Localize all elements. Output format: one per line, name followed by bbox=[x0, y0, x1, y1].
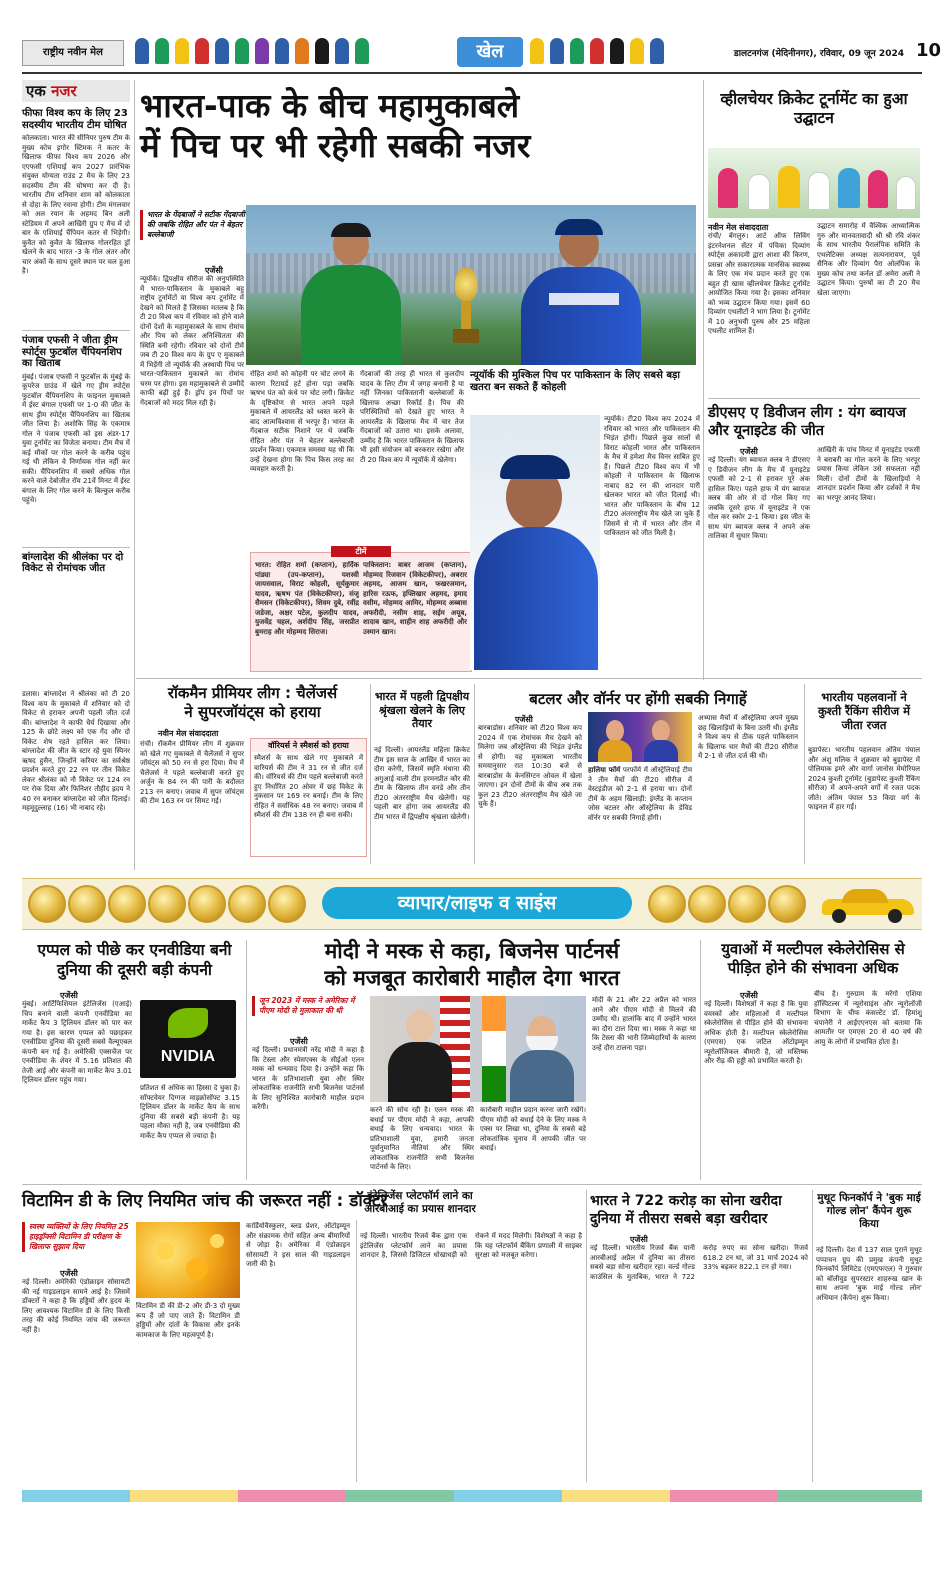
modi-headline-line2: को मजबूत कारोबारी माहौल देगा भारत bbox=[324, 966, 620, 990]
vitamin-photo bbox=[136, 1222, 240, 1298]
coin-icon bbox=[768, 885, 806, 923]
player-rohit bbox=[521, 223, 641, 365]
player-strip-left bbox=[132, 38, 452, 68]
rockman-headline-line2: ने सुपरजॉयंट्स को हराया bbox=[184, 703, 321, 721]
wheelchair-body-col1: रांची/ बेंगलुरु। आर्ट ऑफ लिविंग इंटरनेशनल सेंटर में पंचिका दिव्यांग स्पोर्ट्स अकादमी द्वारा आशा की किरण, प्रसन्ना और सकारात्मक मानसिक स्वास्थ्य के लिए एक मंच प्रदान करते हुए एक बहुत ही खास व्हीलचेयर क्रिकेट टूर्नामेंट आयोजित किया गया है। इसका शनिवार को भव्य उद्घाटन किया गया। इसमें 60 दिव्यांग एथलीटों ने भाग लिया है। टूर्नामेंट में 10 अनुभवी पुरुष और 25 महिला एथलीट शामिल हैं। bbox=[708, 232, 810, 335]
modi-body-col3: कारोबारी माहौल प्रदान करना जारी रखेंगे। पीएम मोदी को बधाई देने के लिए मस्क ने एक्स पर लिखा था, दुनिया के सबसे बड़े लोकतांत्रिक चुनाव में आपकी जीत पर बधाई। bbox=[480, 1106, 586, 1152]
modi-body-col4: मोदी के 21 और 22 अप्रैल को भारत आने और पीएम मोदी से मिलने की उम्मीद थी। हालांकि बाद में उन्होंने भारत का दौरा टाल दिया था। मस्क ने कहा था कि टेस्ला की भारी जिम्मेदारियों के कारण उन्हें दौरा टालना पड़ा। bbox=[592, 996, 696, 1052]
buttler-agency: एजेंसी bbox=[515, 715, 533, 724]
buttler-photo-caption: हालिया फॉर्म bbox=[588, 766, 621, 774]
coin-icon bbox=[148, 885, 186, 923]
kohli-photo bbox=[470, 415, 600, 670]
india-flag bbox=[482, 996, 506, 1102]
modi-kicker: जून 2023 में मस्क ने अमेरिका में पीएम मोदी से मुलाकात की थी bbox=[252, 996, 367, 1016]
business-band bbox=[22, 878, 922, 930]
masthead bbox=[22, 34, 942, 74]
buttler-body-col2 bbox=[588, 766, 692, 858]
rockman-headline-line1: रॉकमैन प्रीमियर लीग : चैलेंजर्स bbox=[167, 684, 338, 702]
buttler-body-col3: अभ्यास मैचों में ऑस्ट्रेलिया अपने मुख्य छह खिलाड़ियों के बिना उतरी थी। इंग्लैंड ने विश्व कप से ठीक पहले पाकिस्तान के खिलाफ चार मैचों की टी20 सीरीज में 2-1 से जीत दर्ज की थी। bbox=[698, 714, 798, 760]
kohli-body: न्यूयॉर्क। टी20 विश्व कप 2024 में रविवार को भारत और पाकिस्तान की भिड़ंत होगी। पिछले कुछ सालों से विराट कोहली भारत और पाकिस्तान के मैच में हमेशा मैच विनर साबित हुए हैं। पिछले टी20 विश्व कप में भी कोहली ने पाकिस्तान के खिलाफ नाबाद 82 रन की शानदार पारी खेलकर भारत को जीत दिलाई थी। भारत और पाकिस्तान के बीच 12 टी20 अंतरराष्ट्रीय मैच खेले जा चुके हैं जिसमें से नौ में भारत और तीन में पाकिस्तान को जीत मिली है। bbox=[604, 415, 700, 537]
teams-india: भारत: रोहित शर्मा (कप्तान), हार्दिक पांड्या (उप-कप्तान), यशस्वी जायसवाल, विराट कोहली, सूर्यकुमार यादव, ऋषभ पंत (विकेटकीपर), संजू सैमसन (विकेटकीपर), शिवम दुबे, रवींद्र जडेजा, अक्षर पटेल, कुलदीप यादव, युजवेंद्र चहल, अर्शदीप सिंह, जसप्रीत बुमराह और मोहम्मद सिराज। bbox=[255, 561, 359, 636]
column-rule bbox=[134, 80, 135, 870]
kohli-headline: न्यूयॉर्क की मुश्किल पिच पर पाकिस्तान के लिए सबसे बड़ा खतरा बन सकते हैं कोहली bbox=[470, 370, 680, 393]
coin-icon bbox=[188, 885, 226, 923]
vitamin-headline: विटामिन डी के लिए नियमित जांच की जरूरत नहीं : डॉक्टर bbox=[22, 1191, 388, 1211]
nvidia-agency: एजेंसी bbox=[60, 991, 78, 1000]
coin-icon bbox=[108, 885, 146, 923]
trophy-icon bbox=[451, 267, 481, 347]
lead-body-col1: न्यूयॉर्क। द्विपक्षीय सीरीज की अनुपस्थिति में भारत-पाकिस्तान के मुकाबले बहु राष्ट्रीय टूर्नामेंटों या विश्व कप टूर्नामेंट में देखने को मिलते हैं जिसका मतलब है कि टी 20 विश्व कप में रविवार को होने वाले दोनों देशों के महामुकाबले के साथ रोमांच और पिच को लेकर अनिश्चितता की स्थिति बनी रहेगी। रविवार को दोनों टीमें जब टी 20 विश्व कप के ग्रुप ए मुकाबले में भिड़ेंगी तो न्यूयॉर्क की अस्थायी पिच पर भारत-पाकिस्तान मुकाबले का रोमांच चरम पर होगा। इस महामुकाबले से उम्मीदें काफी बढ़ी हुई हैं। ड्रॉप इन पिचों पर गेंदबाजों को मदद मिल रही है। bbox=[140, 275, 244, 407]
vitamin-body-col2: विटामिन डी की डी-2 और डी-3 दो मुख्य रूप हैं जो पाए जाते हैं। विटामिन डी हड्डियों और दांतों के विकास और इनके कामकाज के लिए महत्वपूर्ण है। bbox=[136, 1302, 240, 1339]
lead-photo-captains bbox=[246, 205, 696, 365]
vitamin-agency: एजेंसी bbox=[60, 1269, 78, 1278]
rockman-sub-body: स्मैशर्स के साथ खेले गए मुकाबले में वारियर्स की टीम ने 31 रन से जीत दर्ज की। वॉरियर्स की टीम पहले बल्लेबाजी करते हुए निर्धारित 20 ओवर में छह विकेट के नुकसान पर 169 रन बनाई। टीम के लिए रोहित ने सर्वाधिक 48 रन बनाए। जवाब में स्मैशर्स की टीम 138 रन ही बना सकी। bbox=[254, 754, 363, 819]
wheelchair-byline: नवीन मेल संवाददाता bbox=[708, 223, 769, 232]
ek-nazar-item-body: डलास। बांग्लादेश ने श्रीलंका को टी 20 विश्व कप के मुकाबले में शनिवार को दो विकेट से हराकर अपनी पहली जीत दर्ज की। बांग्लादेश ने काफी धैर्य दिखाया और 125 के छोटे लक्ष्य को एक गेंद और दो विकेट शेष रहते हासिल कर लिया। बांग्लादेश की जीत के स्टार रहे युवा स्पिनर ऋषद हुसैन, जिन्होंने करियर का सर्वश्रेष्ठ प्रदर्शन करते हुए 22 रन पर तीन विकेट लेकर श्रीलंका को नौ विकेट पर 124 रन पर रोक दिया और फिनिशर तौहीद ह्रदय ने 40 रन बनाकर बांग्लादेश को जीत दिलाई। महमूदुल्लाह (16) भी नाबाद रहे। bbox=[22, 690, 130, 812]
column-rule bbox=[474, 684, 475, 864]
ek-nazar-item-body: मुंबई। पंजाब एफसी ने फुटबॉल के मुंबई के कूपरेज ग्राउंड में खेले गए ड्रीम स्पोर्ट्स फुटबॉल चैंपियनशिप के फाइनल मुकाबले में ईस्ट बंगाल एफसी पर 1-0 की जीत के साथ ड्रीम स्पोर्ट्स चैंपियनशिप का खिताब जीत लिया है। अशोकि सिंह के एकमात्र गोल ने पंजाब एफसी को इस अंडर-17 युवा टूर्नामेंट का विजेता बनाया। टीम मैच में कई मौकों पर गोल करने के करीब पहुंच गई थी लेकिन वे निर्णायक गोल नहीं कर सकी। चैंपियनशिप में सबसे अधिक गोल करने वाले देबोजीत रॉय 21वें मिनट में ईस्ट बंगाल के लिए गोल करने के बिल्कुल करीब पहुंचे। bbox=[22, 372, 130, 504]
modi-body-col1: नई दिल्ली। प्रधानमंत्री नरेंद्र मोदी ने कहा है कि टेस्ला और स्पेसएक्स के सीईओ एलन मस्क को धन्यवाद दिया है। उन्होंने कहा कि भारत के प्रतिभाशाली युवा और स्थिर लोकतांत्रिक राजनीति सभी बिजनेस पार्टनर्स के लिए सुनिश्चित कारोबारी माहौल प्रदान करेंगी। bbox=[252, 1046, 364, 1111]
rockman-byline: नवीन मेल संवाददाता bbox=[158, 729, 219, 738]
column-rule bbox=[703, 80, 704, 680]
dsa-headline: डीएसए ए डिवीजन लीग : यंग ब्वायज और यूनाइटेड की जीत bbox=[708, 405, 907, 439]
modi-body-col2: करने की सोच रही है। एलन मस्क की बधाई पर पीएम मोदी ने कहा, आपकी बधाई के लिए धन्यवाद। भारत के प्रतिभाशाली युवा, हमारी जनता पूर्वानुमानित नीतियां और स्थिर लोकतांत्रिक राजनीति सभी बिजनेस पार्टनर्स के लिए। bbox=[370, 1106, 474, 1171]
rockman-sub-headline: वॉरियर्स ने स्मैशर्स को हराया bbox=[251, 739, 366, 752]
ek-nazar-item bbox=[22, 330, 130, 541]
ms-body-col1: नई दिल्ली। विशेषज्ञों ने कहा है कि युवा वयस्कों और महिलाओं में मल्टीपल स्केलेरोसिस से पीड़ित होने की संभावना अधिक होती है। मल्टीपल स्केलेरोसिस (एमएस) एक जटिल ऑटोइम्यून न्यूरोलॉजिकल बीमारी है, जो मस्तिष्क और रीढ़ की हड्डी को प्रभावित करती है। bbox=[704, 1000, 808, 1065]
vitamin-kicker: स्वस्थ व्यक्तियों के लिए नियमित 25 हाइड्रॉक्सी विटामिन डी परीक्षण के खिलाफ सुझाव दिया bbox=[22, 1222, 137, 1252]
buttler-body-col1: बारबाडोस। शनिवार को टी20 विश्व कप 2024 में एक रोमांचक मैच देखने को मिलेगा जब ऑस्ट्रेलिया की भिड़ंत इंग्लैंड से होगी। यह मुकाबला भारतीय समयानुसार रात 10:30 बजे से बारबाडोस के केनसिंग्टन ओवल में खेला जाएगा। इन दोनों टीमों के बीच अब तक कुल 23 टी20 अंतरराष्ट्रीय मैच खेले जा चुके हैं। bbox=[478, 724, 582, 808]
section-rule bbox=[22, 1184, 922, 1185]
column-rule bbox=[804, 684, 805, 864]
column-rule bbox=[586, 1190, 587, 1482]
modi-headline bbox=[252, 938, 692, 992]
coin-icon bbox=[28, 885, 66, 923]
muthoot-headline: मुथूट फिनकॉर्प ने 'बुक माई गोल्ड लोन' कैंपेन शुरू किया bbox=[817, 1192, 921, 1230]
ek-nazar-item bbox=[22, 108, 130, 324]
ek-nazar-item-body: कोलकाता। भारत की सीनियर पुरुष टीम के मुख्य कोच इगोर स्टिमक ने कतर के खिलाफ फीफा विश्व कप 2026 और एएफसी एशियाई कप 2027 प्रारंभिक संयुक्त योग्यता राउंड 2 मैच के लिए 23 सदस्यीय टीम की घोषणा कर दी है। भारतीय टीम शनिवार शाम को कोलकाता से दोहा के लिए रवाना होगी। टीम मंगलवार को अल रयान के अहमद बिन अली स्टेडियम में अपने आखिरी ग्रुप ए मैच में दो बार के एशियाई चैंपियन कतर से भिड़ेगी। कुवैत को कुवैत के खिलाफ गोलरहित ड्रॉ खेलने के बाद भारत -3 के गोल अंतर और चार अंकों के साथ दूसरे स्थान पर चल हुआ है। bbox=[22, 134, 130, 275]
buttler-headline: बटलर और वॉर्नर पर होंगी सबकी निगाहें bbox=[529, 690, 747, 708]
ek-nazar-label-main: नजर bbox=[51, 82, 77, 100]
buttler-photo bbox=[588, 712, 692, 762]
footer-color-strip bbox=[22, 1490, 922, 1502]
ek-nazar-label-prefix: एक bbox=[26, 82, 46, 100]
business-band-title: व्यापार/लाइफ व साइंस bbox=[322, 887, 632, 919]
rockman-body: रांची। रॉकमैन प्रीमियर लीग में शुक्रवार को खेले गए मुकाबले में चैलेंजर्स ने सुपर जॉयंट्स को 50 रन से हरा दिया। मैच में चैलेंजर्स ने पहले बल्लेबाजी करते हुए अर्जुन के 84 रन की पारी के बदौलत 213 रन बनाए। जवाब में सुपर जॉयंट्स की टीम 163 रन पर सिमट गई। bbox=[140, 740, 244, 805]
ek-nazar-header bbox=[22, 80, 130, 102]
page-number: 10 bbox=[916, 40, 942, 61]
modi-musk-photo bbox=[370, 996, 586, 1102]
dsa-body-col2: आखिरी के पांच मिनट में यूनाइटेड एफसी ने बराबरी का गोल करने के लिए भरपूर प्रयास किया लेकिन उसे सफलता नहीं मिली। दोनों टीमों के खिलाड़ियों ने शानदार प्रदर्शन किया और दर्शकों ने मैच का भरपूर आनंद लिया। bbox=[817, 446, 920, 502]
vitamin-body-col3: कार्डियोवैस्कुलर, ब्लड प्रेशर, ऑटोइम्यून और संक्रामक रोगों सहित अन्य बीमारियों से जोड़ा है। अमेरिका में एंडोक्राइन सोसायटी ने इस साल की गाइडलाइन जारी की है। bbox=[246, 1222, 350, 1268]
ek-nazar-column bbox=[22, 80, 130, 670]
column-rule bbox=[812, 1190, 813, 1482]
series-body: नई दिल्ली। आयरलैंड महिला क्रिकेट टीम इस साल के आखिर में भारत का दौरा करेगी, जिसमें स्मृति मंधाना की अगुआई वाली टीम हरमनप्रीत कौर की टीम के खिलाफ तीन वनडे और तीन टी20 अंतरराष्ट्रीय मैच खेलेगी। यह पहली बार होगा जब आयरलैंड की टीम भारत में द्विपक्षीय श्रृंखला खेलेगी। bbox=[374, 746, 470, 821]
column-rule bbox=[700, 940, 701, 1180]
teams-box bbox=[250, 547, 472, 672]
wheelchair-headline: व्हीलचेयर क्रिकेट टूर्नामेंट का हुआ उद्घाटन bbox=[720, 90, 908, 127]
ek-nazar-item-title: पंजाब एफसी ने जीता ड्रीम स्पोर्ट्स फुटबॉल चैंपियनशिप का खिताब bbox=[22, 335, 122, 369]
column-rule bbox=[246, 940, 247, 1180]
ek-nazar-item-title: बांग्लादेश की श्रीलंका पर दो विकेट से रोमांचक जीत bbox=[22, 551, 124, 574]
lead-headline-line2: में पिच पर भी रहेगी सबकी नजर bbox=[140, 126, 531, 165]
dsa-agency: एजेंसी bbox=[740, 447, 758, 456]
nvidia-body-col2: प्रतिशत से अधिक का हिस्सा दे चुका है। सॉफ्टवेयर दिग्गज माइक्रोसॉफ्ट 3.15 ट्रिलियन डॉलर के मार्केट कैप के साथ दुनिया की सबसे बड़ी कंपनी है। यह पहला मौका नहीं है, जब एनवीडिया की मार्केट कैप एप्पल से ज्यादा है। bbox=[140, 1084, 240, 1140]
teams-pakistan: पाकिस्तान: बाबर आजम (कप्तान), मोहम्मद रिजवान (विकेटकीपर), अबरार अहमद, आजम खान, फखरजमान, हारिस रऊफ, इफ्तिखार अहमद, इमाद वसीम, मोहम्मद आमिर, मोहम्मद अब्बास अफरीदी, नसीम शाह, सईम अयूब, शादाब खान, शाहीन शाह अफरीदी और उस्मान खान। bbox=[363, 561, 467, 636]
dateline: डालटनगंज (मेदिनीनगर), रविवार, 09 जून 2024 bbox=[733, 49, 904, 59]
section-rule bbox=[708, 398, 920, 399]
gold-headline: भारत ने 722 करोड़ का सोना खरीदा दुनिया में तीसरा सबसे बड़ा खरीदार bbox=[590, 1193, 782, 1227]
modi-headline-line1: मोदी ने मस्क से कहा, बिजनेस पार्टनर्स bbox=[324, 939, 620, 963]
ek-nazar-item bbox=[22, 547, 130, 575]
wrestlers-headline: भारतीय पहलवानों ने कुश्ती रैंकिंग सीरीज में जीता रजत bbox=[817, 690, 911, 732]
lead-body-col2: रोहित शर्मा को कोहनी पर चोट लगने के कारण रिटायर्ड हर्ट होना पड़ा जबकि ऋषभ पंत को कंधे पर चोट लगी। क्रिकेट के दृष्टिकोण से भारत अपने पहले मुकाबले में आयरलैंड को ध्वस्त करने के बाद आत्मविश्वास से भरपूर है। भारत के गेंदबाज सटीक निशाने पर थे जबकि रोहित और पंत ने बेहतर बल्लेबाजी प्रदर्शन किया। एकमात्र समस्या यह थी कि उन्हें देखना होगा कि पिच किस तरह का व्यवहार करती है। bbox=[250, 370, 354, 473]
rbi-headline: इंटेलिजेंस प्लेटफॉर्म लाने का आरबीआई का प्रयास शानदार bbox=[364, 1190, 476, 1215]
rockman-sub-box bbox=[250, 738, 367, 857]
car-icon bbox=[822, 889, 914, 919]
modi-agency: एजेंसी bbox=[290, 1037, 308, 1046]
buttler-body-col2-text: परफॉर्म में ऑस्ट्रेलियाई टीम ने तीन मैचों की टी20 सीरीज में वेस्टइंडीज को 2-1 से हराया था। दोनों टीमें के अहम खिलाड़ी: इंग्लैंड के कप्तान जोस बटलर और ऑस्ट्रेलिया के डेविड वॉर्नर पर सबकी निगाहें होंगी। bbox=[588, 766, 692, 822]
section-banner: खेल bbox=[457, 37, 523, 67]
nvidia-body-col1: मुंबई। आर्टिफिशियल इंटेलिजेंस (एआई) चिप बनाने वाली कंपनी एनवीडिया का मार्केट कैप 3 ट्रिलियन डॉलर को पार कर गया है। इस कारण एप्पल को पछाड़कर एनवीडिया दुनिया की दूसरी सबसे वैल्यूएबल कंपनी बन गई है। अमेरिकी एक्सचेंज पर एनवीडिया के शेयर में 5.16 प्रतिशत की तेजी आई और कंपनी का मार्केट कैप 3.01 ट्रिलियन डॉलर पहुंच गया। bbox=[22, 1000, 132, 1084]
lead-headline bbox=[140, 86, 700, 166]
coin-icon bbox=[268, 885, 306, 923]
lead-agency: एजेंसी bbox=[205, 266, 223, 275]
muthoot-body: नई दिल्ली। देश में 137 साल पुराने मुथूट पप्पाचन ग्रुप की प्रमुख कंपनी मुथूट फिनकॉर्प लिमिटेड (एमएफएल) ने गुरुवार को बॉलीवुड सुपरस्टार शाहरुख खान के साथ अपना 'बुक माई गोल्ड लोन' अभियान (कैंपेन) शुरू किया। bbox=[816, 1246, 922, 1302]
gold-agency: एजेंसी bbox=[630, 1235, 648, 1244]
dsa-body-col1: नई दिल्ली। यंग ब्वायज क्लब ने डीएसए ए डिवीजन लीग के मैच में यूनाइटेड एफसी को 2-1 से हराकर पूरे अंक हासिल किए। पहले हाफ में यंग ब्वायज क्लब की ओर से दो गोल किए गए जबकि दूसरे हाफ में यूनाइटेड ने एक गोल कर स्कोर 2-1 किया। इस जीत के साथ यंग ब्वायज क्लब ने अपने अंक तालिका में सुधार किया। bbox=[708, 456, 810, 540]
wheelchair-body-col2: उद्घाटन समारोह में वैश्विक आध्यात्मिक गुरु और मानवतावादी श्री श्री रवि शंकर के साथ भारतीय पैरालंपिक समिति के एथलेटिक्स अध्यक्ष सत्यनारायण, पूर्व सैनिक और दिव्यांग पैरा ओलंपिक के मुख्य कोच तथा कर्नल डॉ अमेरा अली ने उद्घाटन किया। पुरुषों का टी 20 मैच खेला जाएगा। bbox=[817, 222, 920, 297]
coin-icon bbox=[728, 885, 766, 923]
player-babar bbox=[301, 225, 401, 365]
section-rule bbox=[136, 678, 922, 679]
coin-icon bbox=[688, 885, 726, 923]
player-strip-right bbox=[527, 38, 727, 68]
gold-body: नई दिल्ली। भारतीय रिजर्व बैंक यानी आरबीआई अप्रैल में दुनिया का तीसरा सबसे बड़ा सोना खरीदार रहा। वर्ल्ड गोल्ड काउंसिल के मुताबिक, भारत ने 722 करोड़ रुपए का सोना खरीदा। रिजर्व 618.2 टन था, जो 31 मार्च 2024 को 33% बढ़कर 822.1 टन हो गया। bbox=[590, 1244, 808, 1281]
lead-kicker: भारत के गेंदबाजों ने सटीक गेंदबाजी की जबकि रोहित और पंत ने बेहतर बल्लेबाजी bbox=[140, 210, 247, 240]
paper-logo: राष्ट्रीय नवीन मेल bbox=[22, 40, 124, 66]
ek-nazar-item-title: फीफा विश्व कप के लिए 23 सदस्यीय भारतीय टीम घोषित bbox=[22, 108, 128, 131]
nvidia-logo bbox=[140, 1000, 236, 1078]
lead-body-col3: गेंदबाजों की तरह ही भारत से कुलदीप यादव के लिए टीम में जगह बनानी है या नहीं जिनका पाकिस्तानी बल्लेबाजों के खिलाफ अच्छा रिकॉर्ड है। पिच की परिस्थितियों को देखते हुए भारत ने आयरलैंड के खिलाफ मैच में चार तेज गेंदबाजों को उतारा था। इसके अलावा, उम्मीद है कि भारत पाकिस्तान के खिलाफ भी इसी संयोजन को बरकरार रखेगा और टी 20 विश्व कप में न्यूयॉर्क में खेलेगा। bbox=[360, 370, 464, 464]
person-musk bbox=[388, 1010, 452, 1102]
ms-headline: युवाओं में मल्टीपल स्केलेरोसिस से पीड़ित होने की संभावना अधिक bbox=[721, 940, 905, 977]
teams-box-title: टीमें bbox=[331, 546, 391, 557]
rbi-body: नई दिल्ली। भारतीय रिजर्व बैंक द्वारा एक इंटेलिजेंस प्लेटफॉर्म लाने का प्रयास शानदार है, जिससे डिजिटल धोखाधड़ी को रोकने में मदद मिलेगी। विशेषज्ञों ने कहा है कि यह प्लेटफॉर्म बैंकिंग प्रणाली में साइबर सुरक्षा को मजबूत करेगा। bbox=[360, 1232, 582, 1259]
person-modi bbox=[510, 1016, 574, 1102]
coin-icon bbox=[228, 885, 266, 923]
column-rule bbox=[356, 1220, 357, 1482]
rockman-headline bbox=[140, 684, 365, 722]
wheelchair-photo bbox=[708, 148, 920, 218]
series-headline: भारत में पहली द्विपक्षीय श्रृंखला खेलने के लिए तैयार bbox=[374, 690, 470, 730]
ms-body-col2: बीच है। गुरुग्राम के मरेंगो एशिया हॉस्पिटल्स में न्यूरोसाइंस और न्यूरोलॉजी विभाग के चीफ कंसल्टेंट डॉ. हिमांशु चंपानेरी ने आईएएनएस को बताया कि आमतौर पर एमएस 20 से 40 वर्ष की आयु के लोगों में प्रभावित होता है। bbox=[814, 990, 922, 1046]
vitamin-body-col1: नई दिल्ली। अमेरिकी एंडोक्राइन सोसायटी की नई गाइडलाइन सामने आई है। जिसमें डॉक्टरों ने कहा है कि हड्डियों और हृदय के लिए आवश्यक विटामिन डी के लिए किसी तरह की कोई नियमित जांच की जरूरत नहीं है। bbox=[22, 1278, 130, 1334]
nvidia-logo-text: NVIDIA bbox=[160, 1048, 216, 1065]
nvidia-headline: एप्पल को पीछे कर एनवीडिया बनी दुनिया की दूसरी बड़ी कंपनी bbox=[37, 941, 232, 979]
lead-headline-line1: भारत-पाक के बीच महामुकाबले bbox=[140, 86, 520, 125]
coin-icon bbox=[648, 885, 686, 923]
coin-icon bbox=[68, 885, 106, 923]
column-rule bbox=[370, 684, 371, 864]
wrestlers-body: बुडापेस्ट। भारतीय पहलवान अंतिम पंघाल और अंशु मलिक ने शुक्रवार को बुडापेस्ट में पोलियाक इमरे और वार्गा जानोस मेमोरियल 2024 कुश्ती टूर्नामेंट (बुडापेस्ट कुश्ती रैंकिंग सीरीज) में अपने-अपने वर्गों में रजत पदक जीते। अंतिम पंघाल 53 किग्रा वर्ग के फाइनल में हार गईं। bbox=[808, 746, 920, 811]
ms-agency: एजेंसी bbox=[740, 991, 758, 1000]
